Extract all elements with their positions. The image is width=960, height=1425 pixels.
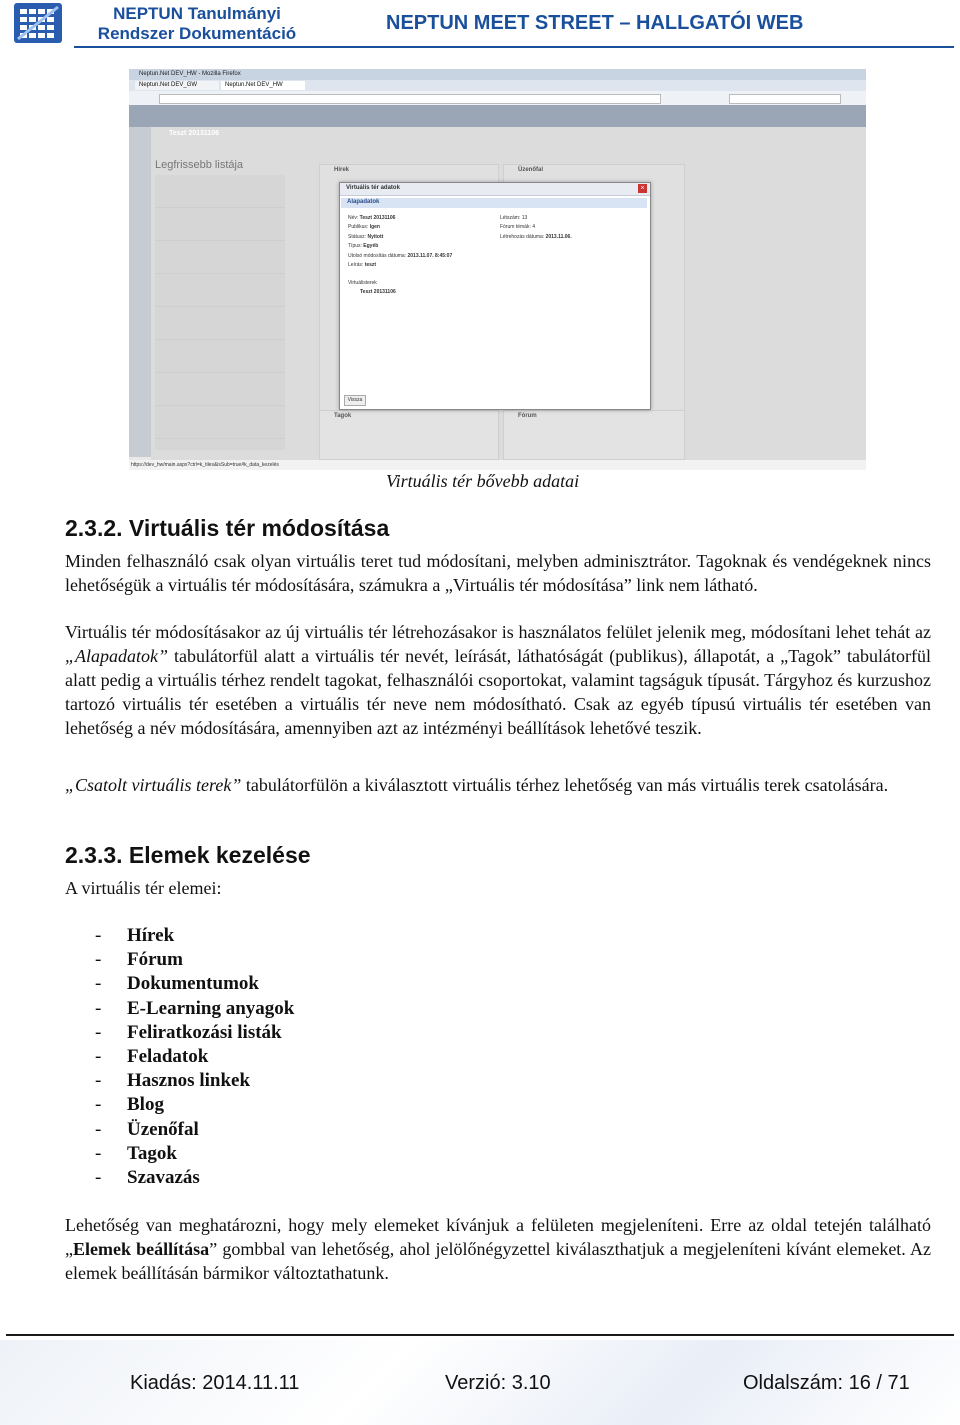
list-item: - Dokumentumok — [95, 973, 259, 995]
paragraph-modify-3: „Csatolt virtuális terek” tabulátorfülön a kiválasztott virtuális térhez lehetőség van más virtuális terek csatolására. — [65, 775, 889, 795]
embedded-screenshot — [129, 69, 866, 470]
list-item: - Üzenőfal — [95, 1118, 199, 1140]
dialog-tab-basic[interactable]: Alapadatok — [341, 198, 647, 208]
list-item: - Blog — [95, 1094, 164, 1116]
paragraph-modify-1: Minden felhasználó csak olyan virtuális teret tud módosítani, melyben adminisztrátor. Tagoknak és vendégeknek nincs lehetőségük a virtuális tér módosítására, számukra a „Virtuális tér módosítása” link nem látható. — [65, 551, 931, 595]
browser-titlebar — [129, 69, 866, 80]
paragraph-modify-2: Virtuális tér módosításakor az új virtuális tér létrehozásakor is használatos felület jelenik meg, módosítani lehet tehát az „Alapadatok” tabulátorfül alatt a virtuális tér nevét, leírását, láthatóságát (publikus), állapotát, a „Tagok” tabulátorfül alatt pedig a virtuális térhez rendelt tagokat, felhasználói csoportokat, valamint tagságuk típusát. Tárgyhoz és kurzushoz tartozó virtuális tér esetében a virtuális tér neve nem módosítható. Csak az egyéb típusú virtuális tér esetében van lehetőség a név módosítására, amennyiben azt az intézményi beállítások lehetővé teszik. — [65, 622, 931, 738]
list-item: - Feliratkozási listák — [95, 1021, 282, 1043]
header-rule — [74, 46, 954, 48]
footer-page-number: Oldalszám: 16 / 71 — [743, 1372, 910, 1394]
browser-tab-2[interactable]: Neptun.Net DEV_HW — [221, 81, 305, 90]
browser-statusbar: https://dev_hw/main.aspx?ctrl=k_tiles&isSub=true#k_data_kezelés — [129, 460, 866, 470]
panel-forum-title: Fórum — [518, 413, 537, 419]
browser-urlbar[interactable] — [129, 91, 866, 105]
panel-forum — [503, 410, 685, 460]
list-item: - Hasznos linkek — [95, 1070, 251, 1092]
section-heading-modify: 2.3.2. Virtuális tér módosítása — [65, 515, 390, 541]
figure-caption: Virtuális tér bővebb adatai — [386, 471, 580, 491]
list-item: - Feladatok — [95, 1046, 209, 1068]
list-item: - Tagok — [95, 1142, 177, 1164]
page-header — [0, 0, 960, 50]
panel-members — [319, 410, 499, 460]
list-item: - Szavazás — [95, 1167, 200, 1189]
footer-version: Verzió: 3.10 — [445, 1372, 551, 1394]
dialog-titlebar — [340, 183, 650, 196]
doc-title: NEPTUN Tanulmányi Rendszer Dokumentáció — [97, 4, 297, 43]
list-item: - Hírek — [95, 925, 175, 946]
footer-issue-date: Kiadás: 2014.11.11 — [130, 1372, 300, 1394]
footer-rule — [6, 1334, 954, 1336]
browser-title: Neptun.Net DEV_HW - Mozilla Firefox — [139, 71, 241, 77]
list-item: - Fórum — [95, 949, 183, 971]
browser-tabs — [129, 80, 866, 91]
browser-tab-1[interactable]: Neptun.Net DEV_GW — [135, 81, 219, 90]
dialog-close-icon[interactable]: × — [638, 184, 647, 193]
list-item: - E-Learning anyagok — [95, 997, 295, 1019]
dialog-subsection: Virtuálisterek Teszt 20131106 — [348, 280, 396, 295]
panel-news-title: Hírek — [334, 167, 350, 173]
neptun-logo — [14, 3, 62, 43]
dialog-fields: Név: Teszt 20131106 Publikus: Igen Státusz: Nyitott Típus: Egyéb Utolsó módosítás dátuma: 2013.11.07. 8:45:07 Leírás: teszt — [348, 215, 453, 269]
space-details-dialog — [339, 182, 651, 410]
panel-members-title: Tagok — [334, 413, 352, 419]
app-menu-bar — [129, 105, 866, 127]
product-title: NEPTUN MEET STREET – HALLGATÓI WEB — [386, 12, 804, 34]
elements-intro: A virtuális tér elemei: — [65, 878, 222, 898]
space-title: Teszt 20131106 — [169, 130, 220, 137]
latest-list — [155, 175, 285, 450]
section-heading-elements: 2.3.3. Elemek kezelése — [65, 842, 311, 868]
dialog-title: Virtuális tér adatok — [346, 185, 400, 191]
latest-list-title: Legfrissebb listája — [155, 159, 244, 171]
elements-list — [95, 924, 294, 1190]
dialog-back-button[interactable]: Vissza — [344, 395, 366, 406]
paragraph-elements-settings: Lehetőség van meghatározni, hogy mely elemeket kívánjuk a felületen megjeleníteni. Erre az oldal tetején található „Elemek beállítása” gombbal van lehetőség, ahol jelölőnégyzettel kiválaszthatjuk a megjeleníteni kívánt elemeket. Az elemek beállításán bármikor változtathatunk. — [65, 1215, 931, 1283]
panel-wall-title: Üzenőfal — [518, 167, 544, 173]
app-left-rail — [129, 127, 151, 457]
dialog-right-fields: Létszám: 13 Fórum témák: 4 Létrehozás dátuma: 2013.11.06. — [500, 215, 572, 240]
